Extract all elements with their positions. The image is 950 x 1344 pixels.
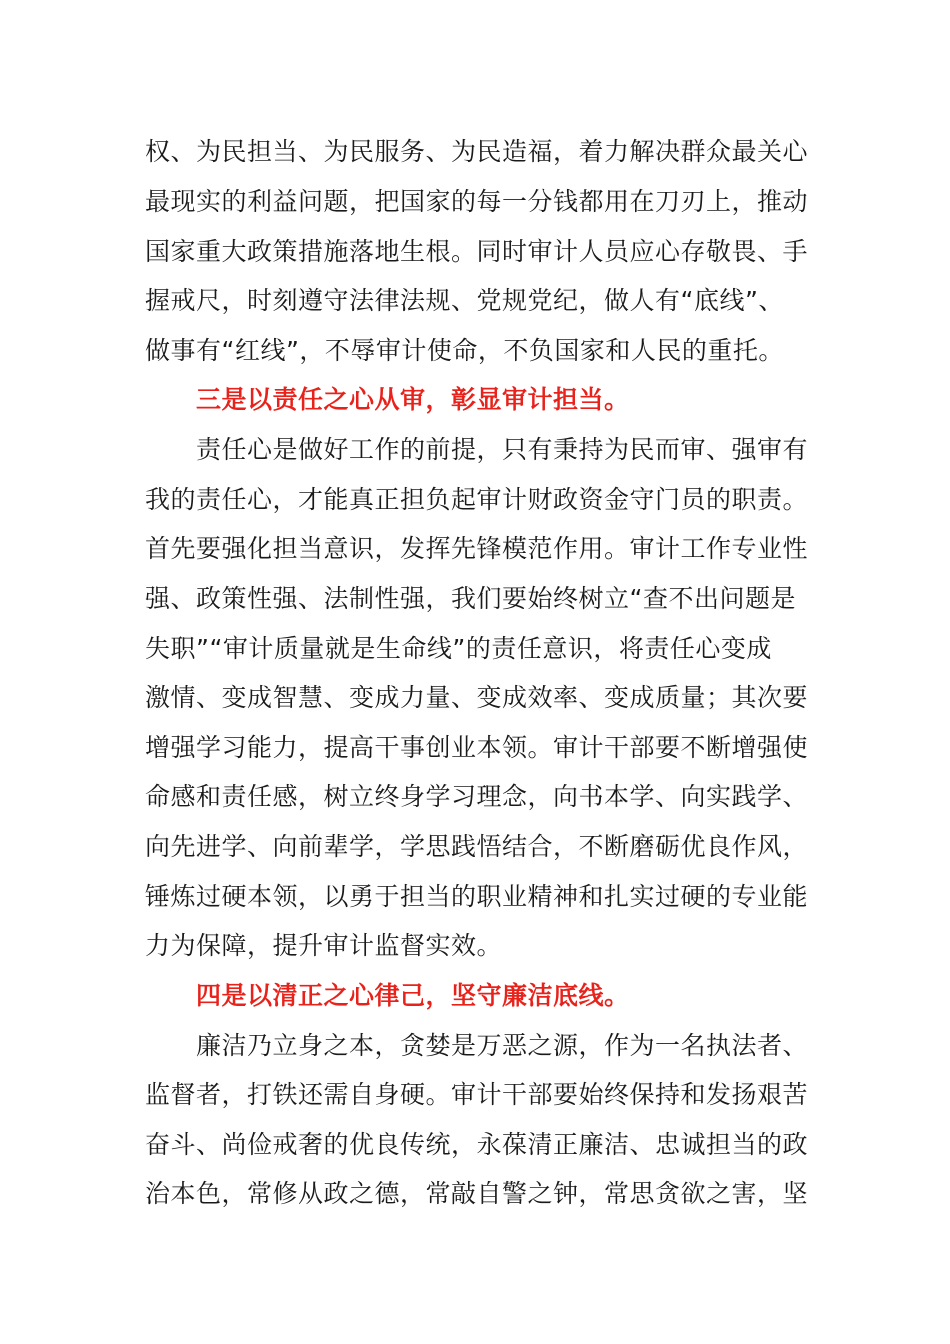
paragraph-first-line: 责任心是做好工作的前提，只有秉持为民而审、强审有 [196, 435, 809, 464]
paragraph-line: 做事有“红线”，不辱审计使命，不负国家和人民的重托。 [145, 336, 784, 365]
paragraph-line: 最现实的利益问题，把国家的每一分钱都用在刀刃上，推动 [145, 187, 809, 216]
paragraph-line: 奋斗、尚俭戒奢的优良传统，永葆清正廉洁、忠诚担当的政 [145, 1130, 809, 1159]
paragraph-line: 监督者，打铁还需自身硬。审计干部要始终保持和发扬艰苦 [145, 1080, 809, 1109]
section-heading-3: 三是以责任之心从审，彰显审计担当。 [196, 385, 630, 414]
paragraph-line: 我的责任心，才能真正担负起审计财政资金守门员的职责。 [145, 485, 809, 514]
paragraph-line: 向先进学、向前辈学，学思践悟结合，不断磨砺优良作风， [145, 832, 809, 861]
paragraph-line: 国家重大政策措施落地生根。同时审计人员应心存敬畏、手 [145, 237, 809, 266]
paragraph-line: 握戒尺，时刻遵守法律法规、党规党纪，做人有“底线”、 [145, 286, 784, 315]
paragraph-line: 权、为民担当、为民服务、为民造福，着力解决群众最关心 [145, 137, 809, 166]
paragraph-line: 锤炼过硬本领，以勇于担当的职业精神和扎实过硬的专业能 [145, 882, 809, 911]
paragraph-line: 首先要强化担当意识，发挥先锋模范作用。审计工作专业性 [145, 534, 809, 563]
paragraph-first-line: 廉洁乃立身之本，贪婪是万恶之源，作为一名执法者、 [196, 1031, 809, 1060]
paragraph-line: 强、政策性强、法制性强，我们要始终树立“查不出问题是 [145, 584, 796, 613]
paragraph-line: 失职”“审计质量就是生命线”的责任意识，将责任心变成 [145, 634, 772, 663]
section-heading-4: 四是以清正之心律己，坚守廉洁底线。 [196, 981, 630, 1010]
paragraph-line: 命感和责任感，树立终身学习理念，向书本学、向实践学、 [145, 782, 809, 811]
paragraph-line: 增强学习能力，提高干事创业本领。审计干部要不断增强使 [145, 733, 809, 762]
paragraph-line: 治本色，常修从政之德，常敲自警之钟，常思贪欲之害，坚 [145, 1179, 809, 1208]
paragraph-line: 激情、变成智慧、变成力量、变成效率、变成质量；其次要 [145, 683, 809, 712]
paragraph-line: 力为保障，提升审计监督实效。 [145, 931, 503, 960]
